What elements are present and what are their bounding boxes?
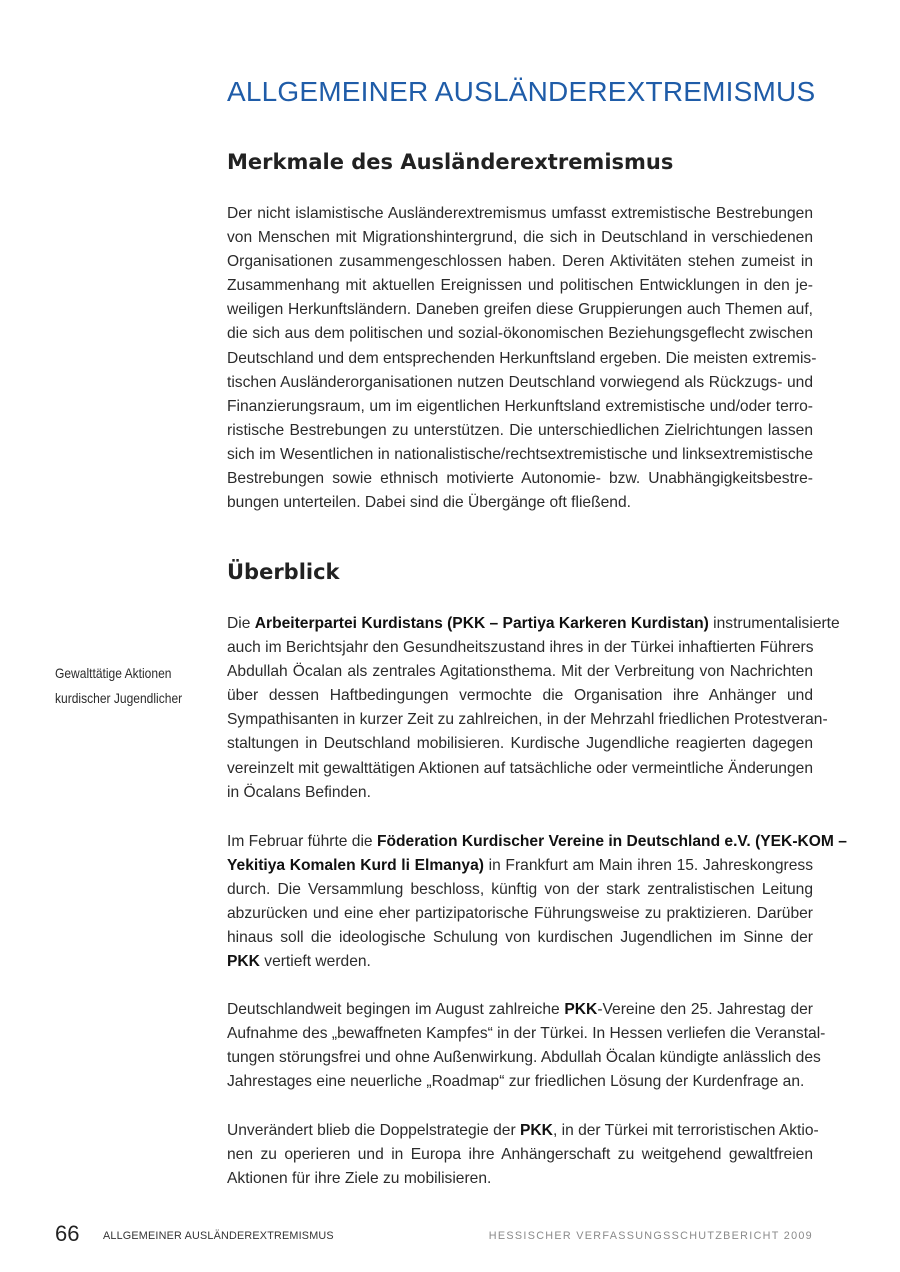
text-line: vereinzelt mit gewalttätigen Aktionen auf tatsächliche oder vermeintliche Änderungen	[227, 759, 813, 777]
text-line: Jahrestages eine neuerliche „Roadmap“ zur friedlichen Lösung der Kurdenfrage an.	[227, 1073, 805, 1091]
text-run: Im Februar führte die	[227, 833, 377, 850]
text-line: durch. Die Versammlung beschloss, künftig von der stark zentralistischen Leitung	[227, 881, 813, 899]
organization-name: PKK	[227, 953, 260, 971]
text-run: vertieft werden.	[259, 953, 371, 971]
text-line: Bestrebungen sowie ethnisch motivierte Autonomie- bzw. Unabhängigkeitsbestre-	[227, 470, 813, 488]
text-line: Aufnahme des „bewaffneten Kampfes“ in der Türkei. In Hessen verliefen die Veranstal-	[227, 1025, 826, 1043]
text-line	[227, 612, 840, 636]
text-line: hinaus soll die ideologische Schulung von kurdischen Jugendlichen im Sinne der	[227, 929, 813, 947]
text-run: instrumentalisierte	[708, 615, 840, 632]
paragraph-doppelstrategie	[227, 1119, 819, 1191]
text-line: Finanzierungsraum, um im eigentlichen Herkunftsland extremistische und/oder terro-	[227, 397, 813, 415]
text-run: Unverändert blieb die Doppelstrategie der	[227, 1122, 520, 1139]
text-line: abzurücken und eine eher partizipatorische Führungsweise zu praktizieren. Darüber	[227, 905, 813, 923]
text-line: nen zu operieren und in Europa ihre Anhängerschaft zu weitgehend gewaltfreien	[227, 1146, 813, 1164]
text-line: weiligen Herkunftsländern. Daneben greifen diese Gruppierungen auch Themen auf,	[227, 301, 813, 319]
paragraph-pkk-oecalan	[227, 612, 840, 805]
text-line	[227, 950, 813, 974]
text-line: über dessen Haftbedingungen vermochte die Organisation ihre Anhänger und	[227, 687, 813, 705]
text-run: -Vereine den 25. Jahrestag der	[597, 1001, 813, 1018]
paragraph-jahrestag	[227, 998, 826, 1094]
text-line: Abdullah Öcalan als zentrales Agitationsthema. Mit der Verbreitung von Nachrichten	[227, 663, 813, 681]
margin-note-line: Gewalttätige Aktionen	[55, 665, 172, 681]
section-heading-merkmale: Merkmale des Ausländerextremismus	[227, 150, 674, 174]
text-line: in Öcalans Befinden.	[227, 783, 371, 801]
text-line: von Menschen mit Migrationshintergrund, die sich in Deutschland in verschiedenen	[227, 229, 813, 247]
paragraph-merkmale	[227, 202, 817, 515]
text-run: Die	[227, 615, 255, 632]
organization-name: Föderation Kurdischer Vereine in Deutschland e.V. (YEK-KOM –	[376, 833, 847, 850]
text-run: Deutschlandweit begingen im August zahlreiche	[227, 1001, 565, 1018]
paragraph-yek-kom	[227, 830, 847, 975]
organization-name: PKK	[520, 1122, 553, 1139]
footer-section-label: ALLGEMEINER AUSLÄNDEREXTREMISMUS	[103, 1230, 334, 1242]
margin-note	[55, 661, 215, 710]
organization-name: Yekitiya Komalen Kurd li Elmanya)	[227, 857, 484, 875]
text-run: in Frankfurt am Main ihren 15. Jahreskongress	[483, 857, 814, 875]
margin-note-line: kurdischer Jugendlicher	[55, 689, 183, 706]
page-title: ALLGEMEINER AUSLÄNDEREXTREMISMUS	[227, 76, 816, 107]
text-line: Organisationen zusammengeschlossen haben. Deren Aktivitäten stehen zumeist in	[227, 253, 813, 271]
section-heading-ueberblick: Überblick	[227, 560, 340, 584]
text-line	[227, 854, 813, 878]
text-line: staltungen in Deutschland mobilisieren. Kurdische Jugendliche reagierten dagegen	[227, 735, 813, 753]
text-line: ristische Bestrebungen zu unterstützen. Die unterschiedlichen Zielrichtungen lassen	[227, 421, 813, 439]
text-line: Der nicht islamistische Ausländerextremismus umfasst extremistische Bestrebungen	[227, 205, 813, 222]
organization-name: PKK	[564, 1001, 598, 1018]
footer-report-title: HESSISCHER VERFASSUNGSSCHUTZBERICHT 2009	[488, 1230, 813, 1242]
text-line	[227, 830, 847, 854]
text-line: auch im Berichtsjahr den Gesundheitszustand ihres in der Türkei inhaftierten Führers	[227, 639, 814, 657]
page-number: 66	[55, 1221, 80, 1246]
text-line: Deutschland und dem entsprechenden Herkunftsland ergeben. Die meisten extremis-	[227, 349, 817, 367]
text-line: Sympathisanten in kurzer Zeit zu zahlreichen, in der Mehrzahl friedlichen Protestveran-	[227, 711, 828, 729]
text-line: Aktionen für ihre Ziele zu mobilisieren.	[227, 1170, 492, 1188]
text-line	[227, 1119, 819, 1143]
text-line: sich im Wesentlichen in nationalistische/rechtsextremistische und linksextremistische	[227, 445, 813, 463]
text-line	[227, 998, 813, 1022]
text-line: die sich aus dem politischen und sozial-ökonomischen Beziehungsgeflecht zwischen	[227, 325, 813, 343]
text-line: bungen unterteilen. Dabei sind die Übergänge oft fließend.	[227, 494, 631, 512]
text-run: , in der Türkei mit terroristischen Aktio-	[552, 1122, 819, 1139]
text-line: tungen störungsfrei und ohne Außenwirkung. Abdullah Öcalan kündigte anlässlich des	[227, 1049, 821, 1067]
text-line: Zusammenhang mit aktuellen Ereignissen und politischen Entwicklungen in den je-	[227, 277, 813, 295]
text-line: tischen Ausländerorganisationen nutzen Deutschland vorwiegend als Rückzugs- und	[227, 373, 813, 391]
organization-name: Arbeiterpartei Kurdistans (PKK – Partiya Karkeren Kurdistan)	[254, 615, 709, 632]
